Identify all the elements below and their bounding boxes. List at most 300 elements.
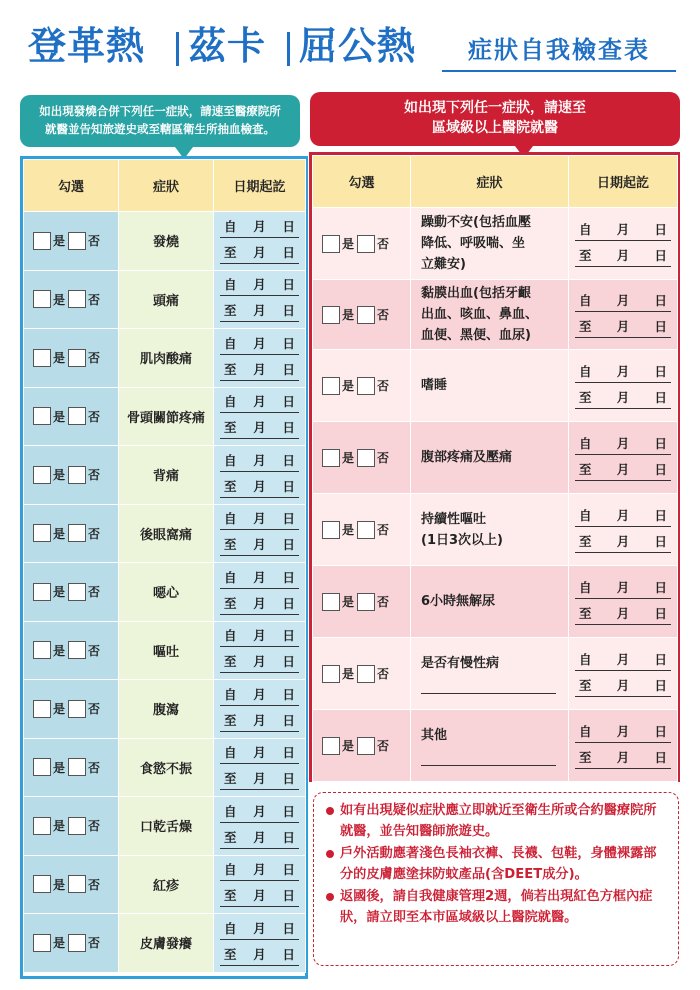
symptom-line: 腹部疼痛及壓痛 [421, 450, 513, 465]
table-row [313, 280, 678, 350]
no-label: 否 [377, 667, 390, 681]
symptom-line: 是否有慢性病 [421, 656, 500, 671]
yes-label: 是 [342, 379, 355, 393]
date-range [214, 566, 305, 618]
table-row [24, 270, 306, 329]
symptom-cell: 紅疹 [119, 855, 214, 914]
date-range-cell [569, 638, 678, 710]
month-label: 月 [253, 277, 266, 293]
date-to-line[interactable] [220, 419, 299, 439]
no-checkbox[interactable] [357, 235, 375, 253]
day-label: 日 [282, 829, 295, 845]
no-checkbox[interactable] [68, 407, 86, 425]
date-from-line[interactable] [220, 861, 299, 881]
yes-no-checkboxes [313, 665, 410, 683]
yes-no-checkboxes [313, 737, 410, 755]
symptom-line: 出血、咳血、鼻血、 [421, 307, 539, 322]
no-label: 否 [377, 739, 390, 753]
note-text: 如有出現疑似症狀應立即就近至衛生所或合約醫療院所就醫，並告知醫師旅遊史。 [340, 803, 657, 839]
month-label: 月 [253, 452, 266, 468]
month-label: 月 [253, 511, 266, 527]
table-row [24, 855, 306, 914]
table-row [24, 387, 306, 446]
fill-in-line[interactable] [421, 674, 556, 694]
table-row [24, 680, 306, 739]
date-from-line[interactable] [220, 452, 299, 472]
check-cell [313, 422, 411, 494]
date-to-line[interactable] [220, 244, 299, 264]
month-label: 月 [253, 244, 266, 260]
day-label: 日 [282, 862, 295, 878]
page-header [0, 0, 700, 90]
no-checkbox[interactable] [68, 232, 86, 250]
yes-checkbox[interactable] [322, 737, 340, 755]
date-from-line[interactable] [220, 276, 299, 296]
yes-label: 是 [53, 526, 66, 541]
date-prefix: 自 [224, 335, 237, 351]
left-instruction-callout [20, 95, 300, 147]
yes-no-checkboxes [24, 583, 118, 601]
table-row [24, 621, 306, 680]
header-date: 日期起訖 [569, 156, 678, 208]
yes-no-checkboxes [24, 875, 118, 893]
yes-checkbox[interactable] [33, 700, 51, 718]
callout-line: 如出現下列任一症狀，請速至 [404, 100, 586, 116]
date-to-line[interactable] [575, 461, 671, 481]
month-label: 月 [616, 247, 630, 263]
no-label: 否 [88, 760, 101, 775]
no-checkbox[interactable] [68, 466, 86, 484]
day-label: 日 [654, 221, 667, 237]
date-prefix: 自 [224, 628, 237, 644]
date-from-line[interactable] [575, 435, 671, 455]
yes-label: 是 [53, 702, 66, 717]
day-label: 日 [282, 394, 295, 410]
day-label: 日 [282, 277, 295, 293]
header-check: 勾選 [313, 156, 411, 208]
symptom-line: (1日3次以上) [421, 532, 503, 548]
day-label: 日 [282, 569, 295, 585]
no-checkbox[interactable] [68, 349, 86, 367]
date-range-cell [214, 329, 306, 388]
no-checkbox[interactable] [68, 583, 86, 601]
check-cell [24, 329, 119, 388]
date-prefix: 自 [579, 435, 592, 451]
yes-no-checkboxes [313, 377, 410, 395]
date-from-line[interactable] [220, 686, 299, 706]
month-label: 月 [253, 654, 266, 670]
title-zika: 茲卡 [188, 24, 267, 68]
date-prefix: 至 [224, 946, 237, 962]
date-prefix: 至 [224, 361, 237, 377]
no-label: 否 [377, 451, 390, 465]
month-label: 月 [616, 651, 630, 667]
day-label: 日 [282, 218, 295, 234]
date-range [569, 648, 677, 700]
symptom-cell [411, 350, 569, 422]
day-label: 日 [654, 605, 667, 621]
no-checkbox[interactable] [357, 521, 375, 539]
date-from-line[interactable] [220, 218, 299, 238]
yes-no-checkboxes [24, 817, 118, 835]
yes-no-checkboxes [24, 524, 118, 542]
date-prefix: 至 [224, 888, 237, 904]
date-from-line[interactable] [575, 363, 671, 383]
date-to-line[interactable] [575, 605, 671, 625]
yes-checkbox[interactable] [33, 232, 51, 250]
date-from-line[interactable] [220, 803, 299, 823]
date-range [214, 390, 305, 442]
no-label: 否 [377, 308, 390, 322]
yes-label: 是 [53, 819, 66, 834]
month-label: 月 [253, 712, 266, 728]
date-prefix: 至 [224, 771, 237, 787]
date-from-line[interactable] [575, 579, 671, 599]
date-to-line[interactable] [220, 712, 299, 732]
date-from-line[interactable] [220, 920, 299, 940]
day-label: 日 [654, 292, 667, 308]
month-label: 月 [616, 533, 630, 549]
date-range-cell [214, 270, 306, 329]
date-from-line[interactable] [575, 507, 671, 527]
yes-label: 是 [53, 351, 66, 366]
callout-line: 區域級以上醫院就醫 [432, 120, 558, 136]
month-label: 月 [616, 389, 630, 405]
date-from-line[interactable] [220, 569, 299, 589]
yes-no-checkboxes [313, 593, 410, 611]
table-row [24, 504, 306, 563]
day-label: 日 [282, 686, 295, 702]
notes-box [313, 792, 679, 966]
day-label: 日 [654, 749, 667, 765]
no-checkbox[interactable] [357, 449, 375, 467]
month-label: 月 [253, 745, 266, 761]
day-label: 日 [654, 363, 667, 379]
table-row [313, 350, 678, 422]
date-prefix: 至 [224, 478, 237, 494]
date-to-line[interactable] [575, 749, 671, 769]
check-cell [24, 270, 119, 329]
date-prefix: 自 [224, 862, 237, 878]
yes-checkbox[interactable] [322, 665, 340, 683]
day-label: 日 [282, 771, 295, 787]
date-range [214, 800, 305, 852]
date-to-line[interactable] [220, 946, 299, 966]
yes-checkbox[interactable] [322, 377, 340, 395]
table-row [24, 446, 306, 505]
date-prefix: 自 [224, 920, 237, 936]
month-label: 月 [616, 677, 630, 693]
date-prefix: 至 [224, 420, 237, 436]
yes-checkbox[interactable] [322, 306, 340, 324]
date-prefix: 至 [579, 605, 592, 621]
check-cell [313, 494, 411, 566]
check-cell [24, 738, 119, 797]
symptom-cell: 腹瀉 [119, 680, 214, 739]
date-to-line[interactable] [575, 247, 671, 267]
no-checkbox[interactable] [68, 700, 86, 718]
no-checkbox[interactable] [68, 290, 86, 308]
date-prefix: 自 [224, 686, 237, 702]
date-prefix: 至 [579, 533, 592, 549]
month-label: 月 [253, 478, 266, 494]
yes-label: 是 [342, 523, 355, 537]
symptom-cell: 噁心 [119, 563, 214, 622]
date-to-line[interactable] [575, 533, 671, 553]
check-cell [24, 504, 119, 563]
no-label: 否 [88, 819, 101, 834]
date-prefix: 至 [224, 654, 237, 670]
right-instruction-callout [310, 92, 680, 146]
date-to-line[interactable] [220, 653, 299, 673]
yes-checkbox[interactable] [33, 875, 51, 893]
symptom-line: 嗜睡 [421, 378, 448, 393]
date-prefix: 至 [224, 244, 237, 260]
date-from-line[interactable] [220, 393, 299, 413]
no-label: 否 [88, 936, 101, 951]
check-cell [313, 208, 411, 280]
date-from-line[interactable] [220, 335, 299, 355]
date-range [214, 858, 305, 910]
symptom-line: 降低、呼吸喘、坐 [421, 236, 526, 251]
no-checkbox[interactable] [68, 524, 86, 542]
date-prefix: 自 [579, 221, 592, 237]
date-from-line[interactable] [220, 627, 299, 647]
date-prefix: 自 [224, 803, 237, 819]
day-label: 日 [654, 651, 667, 667]
check-cell [24, 680, 119, 739]
month-label: 月 [616, 507, 630, 523]
date-to-line[interactable] [220, 536, 299, 556]
date-to-line[interactable] [220, 829, 299, 849]
header-symptom: 症狀 [411, 156, 569, 208]
no-label: 否 [88, 468, 101, 483]
date-range-cell [214, 446, 306, 505]
date-to-line[interactable] [220, 302, 299, 322]
title-separator [176, 32, 179, 66]
no-label: 否 [88, 526, 101, 541]
no-checkbox[interactable] [68, 758, 86, 776]
date-prefix: 至 [224, 537, 237, 553]
yes-label: 是 [53, 936, 66, 951]
date-to-line[interactable] [220, 361, 299, 381]
no-label: 否 [88, 292, 101, 307]
date-range-cell [569, 422, 678, 494]
day-label: 日 [654, 247, 667, 263]
date-prefix: 至 [224, 712, 237, 728]
title-chikungunya: 屈公熱 [299, 24, 417, 68]
yes-checkbox[interactable] [33, 817, 51, 835]
yes-no-checkboxes [24, 758, 118, 776]
month-label: 月 [616, 749, 630, 765]
symptom-cell [411, 280, 569, 350]
yes-no-checkboxes [24, 407, 118, 425]
date-prefix: 自 [579, 507, 592, 523]
yes-checkbox[interactable] [33, 641, 51, 659]
callout-line: 就醫並告知旅遊史或至轄區衛生所抽血檢查。 [45, 122, 275, 136]
yes-checkbox[interactable] [33, 466, 51, 484]
no-checkbox[interactable] [357, 665, 375, 683]
date-range [569, 576, 677, 628]
yes-label: 是 [53, 877, 66, 892]
day-label: 日 [282, 303, 295, 319]
yes-checkbox[interactable] [33, 290, 51, 308]
date-prefix: 至 [579, 318, 592, 334]
date-from-line[interactable] [575, 723, 671, 743]
note-item [324, 887, 668, 928]
date-from-line[interactable] [220, 744, 299, 764]
yes-checkbox[interactable] [33, 583, 51, 601]
month-label: 月 [253, 771, 266, 787]
check-cell [24, 797, 119, 856]
month-label: 月 [253, 335, 266, 351]
yes-no-checkboxes [313, 235, 410, 253]
day-label: 日 [282, 420, 295, 436]
table-row [24, 563, 306, 622]
bullet-icon [326, 807, 334, 815]
check-cell [24, 621, 119, 680]
yes-checkbox[interactable] [33, 407, 51, 425]
symptom-cell: 後眼窩痛 [119, 504, 214, 563]
yes-no-checkboxes [24, 349, 118, 367]
table-row [313, 710, 678, 782]
yes-label: 是 [342, 237, 355, 251]
date-range-cell [569, 566, 678, 638]
date-to-line[interactable] [220, 478, 299, 498]
symptom-cell [411, 566, 569, 638]
date-range-cell [214, 797, 306, 856]
no-checkbox[interactable] [357, 593, 375, 611]
day-label: 日 [282, 946, 295, 962]
yes-checkbox[interactable] [33, 934, 51, 952]
date-prefix: 至 [579, 389, 592, 405]
no-checkbox[interactable] [68, 875, 86, 893]
note-text: 返國後，請自我健康管理2週，倘若出現紅色方框內症狀，請立即至本市區域級以上醫院就醫。 [340, 889, 653, 925]
day-label: 日 [282, 478, 295, 494]
no-checkbox[interactable] [68, 817, 86, 835]
no-checkbox[interactable] [357, 737, 375, 755]
fill-in-line[interactable] [421, 746, 556, 766]
date-to-line[interactable] [575, 318, 671, 338]
date-from-line[interactable] [220, 510, 299, 530]
day-label: 日 [654, 389, 667, 405]
date-range-cell [569, 494, 678, 566]
symptom-cell: 背痛 [119, 446, 214, 505]
day-label: 日 [282, 244, 295, 260]
no-checkbox[interactable] [357, 306, 375, 324]
month-label: 月 [253, 537, 266, 553]
no-checkbox[interactable] [68, 934, 86, 952]
check-cell [24, 212, 119, 271]
symptom-cell [411, 710, 569, 782]
date-from-line[interactable] [575, 292, 671, 312]
table-row [24, 329, 306, 388]
month-label: 月 [253, 862, 266, 878]
date-prefix: 自 [224, 511, 237, 527]
symptom-line: 血便、黑便、血尿) [421, 328, 531, 343]
date-to-line[interactable] [220, 595, 299, 615]
yes-checkbox[interactable] [322, 521, 340, 539]
table-row [24, 738, 306, 797]
date-to-line[interactable] [575, 389, 671, 409]
yes-checkbox[interactable] [322, 593, 340, 611]
yes-label: 是 [342, 739, 355, 753]
yes-no-checkboxes [24, 232, 118, 250]
date-range [214, 273, 305, 325]
yes-no-checkboxes [24, 466, 118, 484]
symptom-line: 持續性嘔吐 [421, 511, 487, 527]
subtitle-underline [442, 70, 676, 72]
date-range [569, 504, 677, 556]
date-prefix: 自 [224, 277, 237, 293]
month-label: 月 [253, 946, 266, 962]
title-dengue: 登革熱 [28, 24, 146, 68]
yes-label: 是 [53, 468, 66, 483]
header-check: 勾選 [24, 160, 119, 212]
date-to-line[interactable] [220, 887, 299, 907]
date-prefix: 自 [579, 579, 592, 595]
yes-no-checkboxes [24, 290, 118, 308]
date-range-cell [569, 208, 678, 280]
day-label: 日 [282, 628, 295, 644]
yes-checkbox[interactable] [322, 235, 340, 253]
date-range-cell [214, 387, 306, 446]
no-checkbox[interactable] [357, 377, 375, 395]
month-label: 月 [253, 218, 266, 234]
yes-checkbox[interactable] [322, 449, 340, 467]
note-item [324, 801, 668, 842]
check-cell [313, 350, 411, 422]
month-label: 月 [616, 318, 630, 334]
month-label: 月 [616, 221, 630, 237]
table-row [313, 638, 678, 710]
symptom-cell [411, 494, 569, 566]
date-to-line[interactable] [575, 677, 671, 697]
day-label: 日 [654, 533, 667, 549]
yes-no-checkboxes [313, 449, 410, 467]
symptom-cell [411, 422, 569, 494]
header-date: 日期起訖 [214, 160, 306, 212]
day-label: 日 [282, 654, 295, 670]
day-label: 日 [282, 335, 295, 351]
date-prefix: 自 [579, 292, 592, 308]
date-from-line[interactable] [575, 221, 671, 241]
yes-checkbox[interactable] [33, 524, 51, 542]
date-prefix: 自 [224, 745, 237, 761]
day-label: 日 [282, 452, 295, 468]
date-from-line[interactable] [575, 651, 671, 671]
no-label: 否 [88, 702, 101, 717]
no-checkbox[interactable] [68, 641, 86, 659]
date-prefix: 自 [579, 651, 592, 667]
yes-label: 是 [53, 234, 66, 249]
yes-label: 是 [53, 585, 66, 600]
day-label: 日 [282, 595, 295, 611]
date-range-cell [214, 621, 306, 680]
date-prefix: 至 [224, 595, 237, 611]
date-to-line[interactable] [220, 770, 299, 790]
month-label: 月 [616, 461, 630, 477]
no-label: 否 [88, 877, 101, 892]
table-row [24, 797, 306, 856]
day-label: 日 [282, 361, 295, 377]
day-label: 日 [654, 723, 667, 739]
date-range-cell [214, 504, 306, 563]
yes-checkbox[interactable] [33, 758, 51, 776]
day-label: 日 [282, 888, 295, 904]
no-label: 否 [88, 351, 101, 366]
yes-checkbox[interactable] [33, 349, 51, 367]
